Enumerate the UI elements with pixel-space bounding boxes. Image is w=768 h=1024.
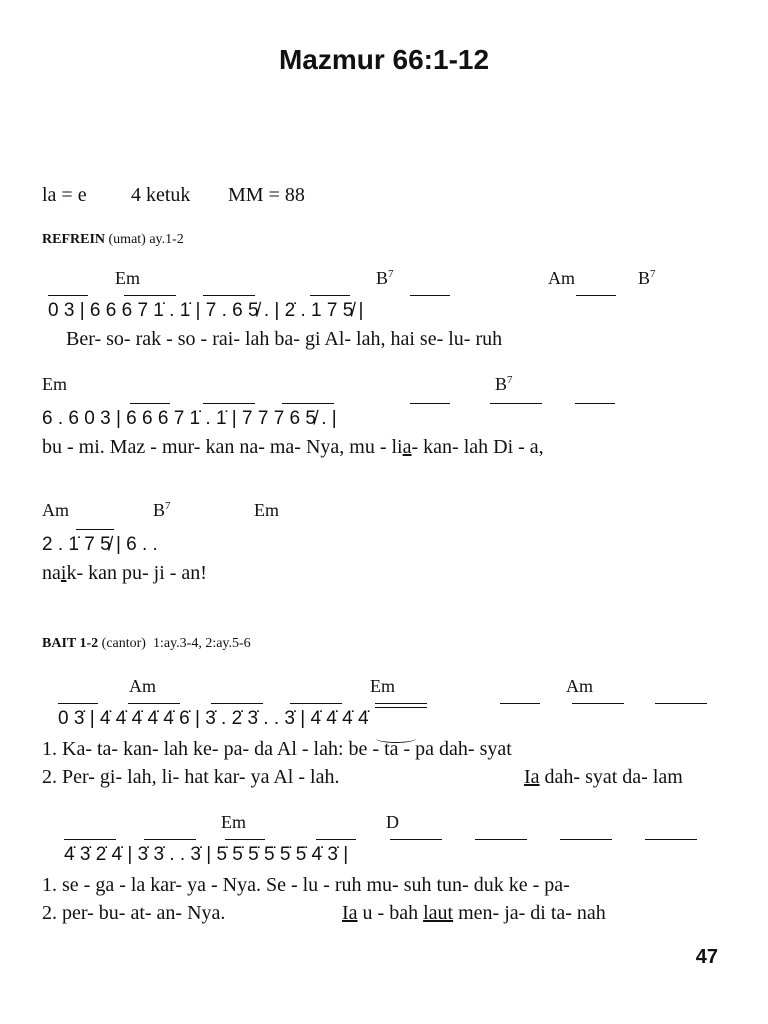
beam (560, 839, 612, 840)
lyric-line: naik- kan pu- ji - an! (42, 562, 207, 584)
beam (64, 839, 116, 840)
beam (316, 839, 356, 840)
chord: Am (566, 676, 593, 696)
key-signature: la = e (42, 184, 87, 206)
refrein-header (42, 232, 184, 248)
lyric-line: Ia u - bah laut men- ja- di ta- nah (342, 902, 606, 924)
notation-line: 2 . 1̇ 7 5̸ | 6 . . (42, 534, 158, 555)
tempo-marking: MM = 88 (228, 184, 305, 206)
beam (128, 703, 180, 704)
page-number: 47 (695, 946, 718, 968)
notation-line: 4̇ 3̇ 2̇ 4̇ | 3̇ 3̇ . . 3̇ | 5̇ 5̇ 5̇ 5̇ 5̇ 5̇ 4̇ 3̇ | (64, 844, 349, 865)
bait-label: BAIT 1-2 (42, 636, 99, 651)
beam (290, 703, 342, 704)
chord: $B^7$ (376, 268, 394, 288)
notation-line: 0 3 | 6 6 6 7 1̇ . 1̇ | 7 . 6 5̸ . | 2̇ . 1 7 5̸ | (48, 300, 364, 321)
bait-verses: 1:ay.3-4, 2:ay.5-6 (152, 636, 251, 651)
beam (410, 403, 450, 404)
beam (410, 295, 450, 296)
beam (203, 403, 255, 404)
notation-line: 0 3̇ | 4̇ 4̇ 4̇ 4̇ 4̇ 6̇ | 3̇ . 2̇ 3̇ . . 3̇ | 4̇ 4̇ 4̇ 4̇ (58, 708, 369, 729)
beam (576, 295, 616, 296)
chord: Am (129, 676, 156, 696)
beam (655, 703, 707, 704)
lyric-line: Ia dah- syat da- lam (524, 766, 683, 788)
chord: Am (548, 268, 575, 288)
beam (375, 703, 427, 704)
beam (572, 703, 624, 704)
chord: Em (42, 374, 67, 394)
chord: $B^7$ (153, 500, 171, 520)
beam (58, 703, 98, 704)
beam (645, 839, 697, 840)
lyric-line: 1. Ka- ta- kan- lah ke- pa- da Al - lah: be - ta - pa dah- syat (42, 738, 512, 760)
chord: Em (221, 812, 246, 832)
beam (475, 839, 527, 840)
beam (130, 403, 170, 404)
refrein-label: REFREIN (42, 232, 106, 247)
chord: $B^7$ (638, 268, 656, 288)
lyric-line: 1. se - ga - la kar- ya - Nya. Se - lu - ruh mu- suh tun- duk ke - pa- (42, 874, 570, 896)
bait-header (42, 636, 251, 652)
beam (575, 403, 615, 404)
time-signature: 4 ketuk (131, 184, 191, 206)
chord: Em (115, 268, 140, 288)
refrein-who: (umat) (108, 232, 146, 247)
beam (310, 295, 350, 296)
refrein-verses: ay.1-2 (149, 232, 184, 247)
beam (144, 839, 196, 840)
chord: Em (254, 500, 279, 520)
lyric-line: 2. Per- gi- lah, li- hat kar- ya Al - lah. (42, 766, 340, 788)
lyric-line: Ber- so- rak - so - rai- lah ba- gi Al- lah, hai se- lu- ruh (66, 328, 503, 350)
beam (76, 529, 114, 530)
chord: $B^7$ (495, 374, 513, 394)
beam (124, 295, 176, 296)
chord: Am (42, 500, 69, 520)
beam (48, 295, 88, 296)
beam (490, 403, 542, 404)
bait-who: (cantor) (101, 636, 146, 651)
page-title: Mazmur 66:1-12 (278, 44, 490, 75)
beam (375, 707, 427, 708)
beam (390, 839, 442, 840)
beam (203, 295, 255, 296)
chord: D (386, 812, 399, 832)
chord: Em (370, 676, 395, 696)
lyric-line: bu - mi. Maz - mur- kan na- ma- Nya, mu - lia- kan- lah Di - a, (42, 436, 544, 458)
lyric-line: 2. per- bu- at- an- Nya. (42, 902, 226, 924)
beam (282, 403, 334, 404)
beam (225, 839, 265, 840)
beam (211, 703, 263, 704)
notation-line: 6 . 6 0 3 | 6 6 6 7 1̇ . 1̇ | 7 7 7 6 5̸ . | (42, 408, 337, 429)
beam (500, 703, 540, 704)
